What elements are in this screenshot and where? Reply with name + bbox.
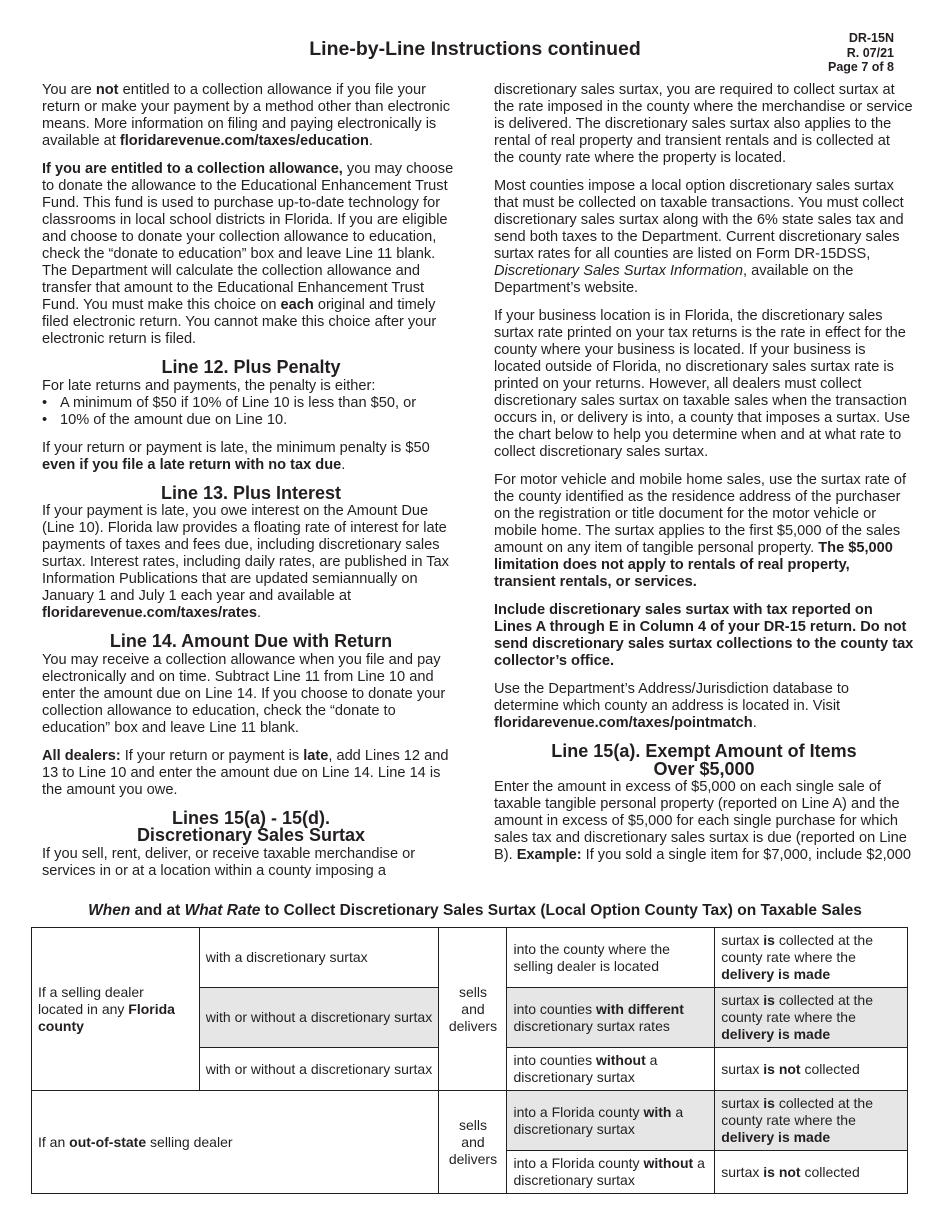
- page-title: Line-by-Line Instructions continued: [309, 38, 641, 60]
- paragraph-all-dealers: All dealers: If your return or payment is late, add Lines 12 and 13 to Line 10 and enter the amount due on Line 14. Line 14 is the amount you owe.: [42, 747, 449, 798]
- paragraph-business-location: If your business location is in Florida, the discretionary sales surtax rate printed on your tax returns is the rate in effect for the county where your business is located. If your business is located outside of Florida, no discretionary sales surtax rate is printed on your returns. However, all dealers must collect discretionary sales surtax on taxable sales when the transaction occurs in, or delivery is into, a county that imposes a surtax. Use the chart below to help you determine when and at what rate to collect discretionary sales surtax.: [494, 308, 911, 460]
- paragraph-interest: If your payment is late, you owe interest on the Amount Due (Line 10). Florida law provides a floating rate of interest for late payments of taxes and fees due, including discretionary sales surtax. Interest rates, including daily rates, are published in Tax Information Publications that are updated semiannually on January 1 and July 1 each year and available at floridarevenue.com/taxes/rates.: [42, 503, 449, 621]
- paragraph-surtax-required: discretionary sales surtax, you are required to collect surtax at the rate imposed in the county where the merchandise or service is delivered. The discretionary sales surtax also applies to the rental of real property and transient rentals and is collected at the county rate where the property is located.: [494, 82, 913, 166]
- paragraph-motor-vehicle: For motor vehicle and mobile home sales, use the surtax rate of the county identified as the residence address of the purchaser on the registration or title document for the motor vehicle or mobile home. The surtax applies to the first $5,000 of the sales amount on any item of tangible personal property. The $5,000 limitation does not apply to rentals of real property, transient rentals, or services.: [494, 472, 907, 590]
- paragraph-exempt-amount: Enter the amount in excess of $5,000 on each single sale of taxable tangible personal property (reported on Line A) and the amount in excess of $5,000 for each single purchase for which sales tax and discretionary sales surtax is due (reported on Line B). Example: If you sold a single item for $7,000, include $2,000: [494, 779, 911, 863]
- rates-link[interactable]: floridarevenue.com/taxes/rates: [42, 605, 257, 621]
- heading-line-14: Line 14. Amount Due with Return: [109, 631, 393, 651]
- paragraph-surtax-intro: If you sell, rent, deliver, or receive taxable merchandise or services in or at a location within a county imposing a: [42, 845, 416, 879]
- paragraph-minimum-penalty: If your return or payment is late, the minimum penalty is $50 even if you file a late return with no tax due.: [42, 439, 430, 473]
- paragraph-include-surtax: Include discretionary sales surtax with tax reported on Lines A through E in Column 4 of your DR-15 return. Do not send discretionary sales surtax collections to the county tax collector’s office.: [494, 602, 914, 669]
- cell-into-different: into counties with different discretionary surtax rates: [507, 988, 715, 1048]
- page-number: Page 7 of 8: [828, 60, 894, 74]
- cell-into-county: into the county where the selling dealer is located: [507, 928, 715, 988]
- form-identifier: [828, 31, 894, 75]
- left-column: [42, 82, 460, 891]
- paragraph-collection-allowance: If you are entitled to a collection allowance, you may choose to donate the allowance to the Educational Enhancement Trust Fund. This fund is used to purchase up-to-date technology for classrooms in local school districts in Florida. If you are eligible and choose to donate your collection allowance to education, check the “donate to education” box and leave Line 11 blank. The Department will calculate the collection allowance and transfer that amount to the Educational Enhancement Trust Fund. You must make this choice on each original and timely filed electronic return. You cannot make this choice after your electronic return is filed.: [42, 161, 454, 347]
- cell-not-collected: surtax is not collected: [715, 1048, 908, 1091]
- education-link[interactable]: floridarevenue.com/taxes/education: [119, 133, 369, 149]
- table-row: [32, 1091, 908, 1151]
- chart-title: When and at What Rate to Collect Discretionary Sales Surtax (Local Option County Tax) on Taxable Sales: [88, 902, 862, 919]
- form-revision: R. 07/21: [846, 45, 894, 60]
- surtax-chart-table: [31, 927, 908, 1194]
- line-12-intro: For late returns and payments, the penalty is either:: [42, 377, 376, 394]
- list-item: • 10% of the amount due on Line 10.: [42, 412, 460, 429]
- heading-lines-15: Lines 15(a) - 15(d). Discretionary Sales Surtax: [136, 807, 366, 845]
- cell-sells-delivers: sells and delivers: [439, 928, 507, 1091]
- right-column: [494, 82, 914, 875]
- cell-sells-delivers: sells and delivers: [439, 1091, 507, 1194]
- form-number: DR-15N: [848, 31, 894, 45]
- cell-not-collected: surtax is not collected: [715, 1151, 908, 1194]
- cell-collected: surtax is collected at the county rate where the delivery is made: [715, 928, 908, 988]
- heading-line-15a: Line 15(a). Exempt Amount of Items Over $5,000: [551, 741, 857, 779]
- paragraph-jurisdiction: Use the Department’s Address/Jurisdiction database to determine which county an address is located in. Visit floridarevenue.com/taxes/pointmatch.: [494, 681, 850, 731]
- heading-line-13: Line 13. Plus Interest: [160, 482, 342, 503]
- cell-with-surtax: with a discretionary surtax: [199, 928, 439, 988]
- cell-with-or-without: with or without a discretionary surtax: [199, 1048, 439, 1091]
- pointmatch-link[interactable]: floridarevenue.com/taxes/pointmatch: [494, 715, 753, 731]
- cell-florida-dealer: If a selling dealer located in any Florida county: [32, 928, 200, 1091]
- cell-collected: surtax is collected at the county rate where the delivery is made: [715, 988, 908, 1048]
- paragraph-local-option: Most counties impose a local option discretionary sales surtax that must be collected on taxable transactions. You must collect discretionary sales surtax along with the 6% state sales tax and send both taxes to the Department. Current discretionary sales surtax rates for all counties are listed on Form DR-15DSS, Discretionary Sales Surtax Information, available on the Department’s website.: [494, 178, 904, 296]
- penalty-list: [42, 395, 460, 429]
- cell-collected: surtax is collected at the county rate where the delivery is made: [715, 1091, 908, 1151]
- cell-out-of-state-dealer: If an out-of-state selling dealer: [32, 1091, 439, 1194]
- paragraph-amount-due: You may receive a collection allowance when you file and pay electronically and on time. Subtract Line 11 from Line 10 and enter the amount due on Line 14. If you choose to donate your collection allowance to education, check the “donate to education” box and leave Line 11 blank.: [42, 651, 446, 736]
- cell-into-fl-with: into a Florida county with a discretionary surtax: [507, 1091, 715, 1151]
- table-row: [32, 928, 908, 988]
- list-item: • A minimum of $50 if 10% of Line 10 is less than $50, or: [42, 395, 460, 412]
- cell-into-without: into counties without a discretionary surtax: [507, 1048, 715, 1091]
- cell-with-or-without: with or without a discretionary surtax: [199, 988, 439, 1048]
- paragraph-electronic-means: You are not entitled to a collection allowance if you file your return or make your payment by a method other than electronic means. More information on filing and paying electronically is available at floridarevenue.com/taxes/education.: [42, 82, 451, 149]
- cell-into-fl-without: into a Florida county without a discretionary surtax: [507, 1151, 715, 1194]
- heading-line-12: Line 12. Plus Penalty: [161, 357, 341, 377]
